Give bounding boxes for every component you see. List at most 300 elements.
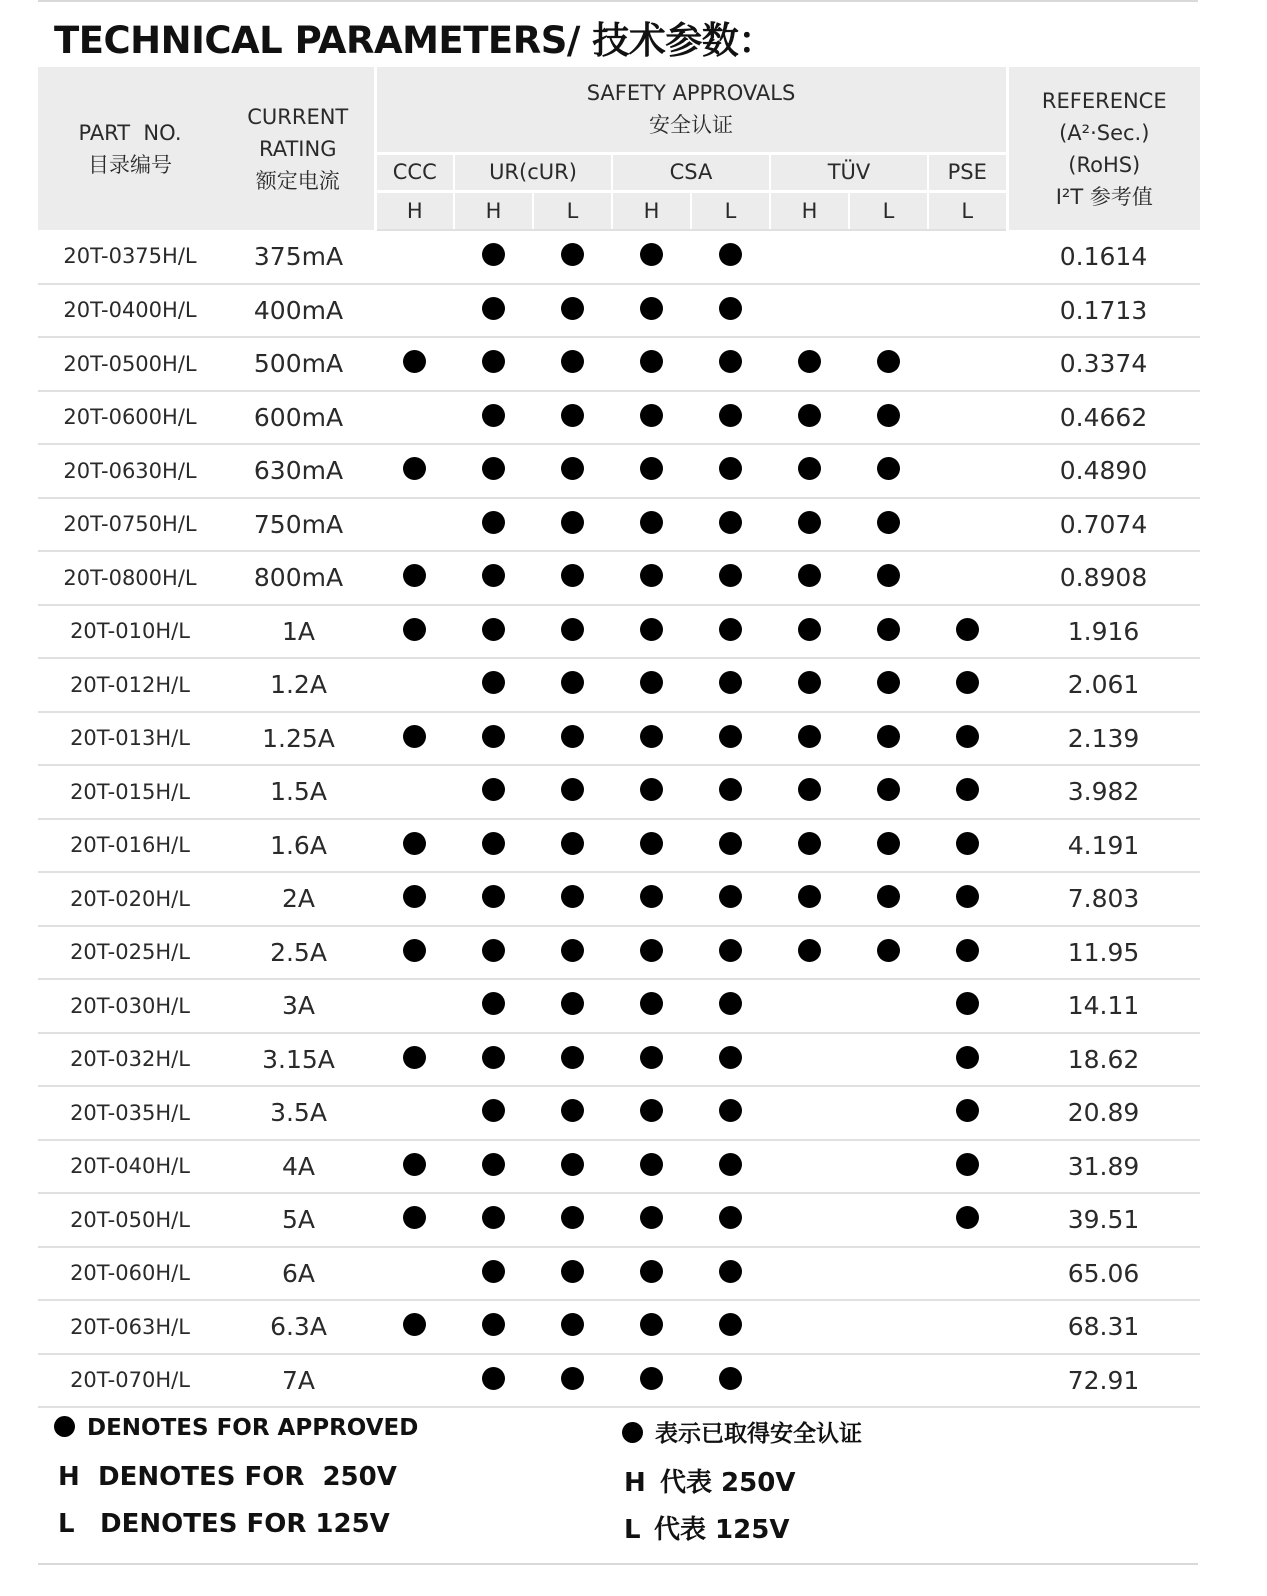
reference-header-line2: (A²·Sec.) <box>1059 120 1150 145</box>
approval-cell <box>691 230 770 284</box>
part-number-cell: 20T-030H/L <box>38 979 222 1033</box>
approval-cell <box>849 1086 928 1140</box>
approval-cell <box>375 765 454 819</box>
approval-cell <box>770 765 849 819</box>
approval-cell <box>928 926 1007 980</box>
approval-cell <box>849 1300 928 1354</box>
part-number-cell: 20T-015H/L <box>38 765 222 819</box>
approval-cell <box>691 284 770 338</box>
filled-circle-icon <box>719 1367 742 1390</box>
approval-cell <box>691 872 770 926</box>
legend-approved-en-text: DENOTES FOR APPROVED <box>87 1415 419 1441</box>
part-number-cell: 20T-0630H/L <box>38 444 222 498</box>
legend-l-en-text: DENOTES FOR 125V <box>100 1509 390 1539</box>
filled-circle-icon <box>640 1099 663 1122</box>
filled-circle-icon <box>640 992 663 1015</box>
approval-cell <box>533 765 612 819</box>
approval-cell <box>849 284 928 338</box>
part-number-cell: 20T-032H/L <box>38 1033 222 1087</box>
filled-circle-icon <box>719 1153 742 1176</box>
filled-circle-icon <box>719 350 742 373</box>
table-row <box>38 872 1200 926</box>
approval-cell <box>533 926 612 980</box>
approval-cell <box>533 872 612 926</box>
safety-header-cn: 安全认证 <box>649 113 733 138</box>
table-row <box>38 712 1200 766</box>
filled-circle-icon <box>622 1422 643 1443</box>
approval-cell <box>533 1193 612 1247</box>
approval-cell <box>770 337 849 391</box>
table-row <box>38 284 1200 338</box>
filled-circle-icon <box>561 564 584 587</box>
filled-circle-icon <box>482 1153 505 1176</box>
sub-header-tuv-l: L <box>849 191 928 230</box>
part-number-cell: 20T-035H/L <box>38 1086 222 1140</box>
filled-circle-icon <box>403 1153 426 1176</box>
filled-circle-icon <box>877 564 900 587</box>
approval-cell <box>533 444 612 498</box>
approval-cell <box>691 1033 770 1087</box>
approval-cell <box>849 1354 928 1408</box>
legend-h-en <box>58 1462 397 1492</box>
legend-h-cn <box>624 1462 795 1499</box>
filled-circle-icon <box>561 725 584 748</box>
approval-cell <box>928 551 1007 605</box>
approval-cell <box>770 712 849 766</box>
approval-cell <box>770 979 849 1033</box>
filled-circle-icon <box>640 832 663 855</box>
current-rating-cell: 2.5A <box>222 926 375 980</box>
approval-cell <box>770 926 849 980</box>
approval-cell <box>691 605 770 659</box>
filled-circle-icon <box>403 885 426 908</box>
part-number-cell: 20T-0500H/L <box>38 337 222 391</box>
sub-header-tuv-h: H <box>770 191 849 230</box>
filled-circle-icon <box>877 618 900 641</box>
filled-circle-icon <box>956 832 979 855</box>
approval-cell <box>928 444 1007 498</box>
top-divider <box>38 0 1198 2</box>
approval-cell <box>612 551 691 605</box>
filled-circle-icon <box>482 939 505 962</box>
filled-circle-icon <box>877 885 900 908</box>
filled-circle-icon <box>640 1260 663 1283</box>
filled-circle-icon <box>798 404 821 427</box>
filled-circle-icon <box>798 618 821 641</box>
current-rating-cell: 1.6A <box>222 819 375 873</box>
approval-cell <box>375 337 454 391</box>
approval-cell <box>691 337 770 391</box>
sub-header-ur-h: H <box>454 191 533 230</box>
i2t-reference-cell: 0.1713 <box>1007 284 1200 338</box>
filled-circle-icon <box>561 404 584 427</box>
filled-circle-icon <box>719 778 742 801</box>
filled-circle-icon <box>956 1046 979 1069</box>
approval-cell <box>928 498 1007 552</box>
filled-circle-icon <box>798 457 821 480</box>
approval-cell <box>533 337 612 391</box>
filled-circle-icon <box>482 297 505 320</box>
i2t-reference-cell: 72.91 <box>1007 1354 1200 1408</box>
approval-cell <box>454 979 533 1033</box>
approval-cell <box>375 284 454 338</box>
i2t-reference-cell: 2.061 <box>1007 658 1200 712</box>
approval-cell <box>849 712 928 766</box>
approval-cell <box>375 926 454 980</box>
approval-cell <box>770 872 849 926</box>
filled-circle-icon <box>561 1313 584 1336</box>
filled-circle-icon <box>877 832 900 855</box>
approval-cell <box>849 872 928 926</box>
filled-circle-icon <box>719 1046 742 1069</box>
filled-circle-icon <box>482 1313 505 1336</box>
approval-cell <box>770 284 849 338</box>
legend-l-en <box>58 1509 390 1539</box>
filled-circle-icon <box>877 671 900 694</box>
technical-parameters-table <box>38 67 1200 1408</box>
approval-cell <box>770 1300 849 1354</box>
i2t-reference-cell: 0.3374 <box>1007 337 1200 391</box>
part-no-header-en: PART NO. <box>78 120 182 145</box>
filled-circle-icon <box>640 457 663 480</box>
filled-circle-icon <box>719 671 742 694</box>
filled-circle-icon <box>956 885 979 908</box>
sub-header-csa-l: L <box>691 191 770 230</box>
approval-cell <box>375 1247 454 1301</box>
legend-approved-cn-text: 表示已取得安全认证 <box>655 1421 862 1447</box>
filled-circle-icon <box>561 992 584 1015</box>
filled-circle-icon <box>482 404 505 427</box>
current-rating-cell: 5A <box>222 1193 375 1247</box>
approval-cell <box>612 926 691 980</box>
approval-cell <box>612 1193 691 1247</box>
approval-cell <box>454 1086 533 1140</box>
approval-cell <box>928 819 1007 873</box>
approval-cell <box>533 605 612 659</box>
i2t-reference-cell: 20.89 <box>1007 1086 1200 1140</box>
filled-circle-icon <box>561 350 584 373</box>
approval-cell <box>849 765 928 819</box>
filled-circle-icon <box>403 1046 426 1069</box>
current-rating-cell: 1.2A <box>222 658 375 712</box>
approval-cell <box>375 872 454 926</box>
filled-circle-icon <box>403 457 426 480</box>
approval-cell <box>770 1086 849 1140</box>
approval-cell <box>454 658 533 712</box>
table-row <box>38 551 1200 605</box>
i2t-reference-cell: 4.191 <box>1007 819 1200 873</box>
current-rating-cell: 7A <box>222 1354 375 1408</box>
approval-cell <box>454 337 533 391</box>
legend-l-cn <box>624 1509 789 1546</box>
part-number-cell: 20T-016H/L <box>38 819 222 873</box>
filled-circle-icon <box>640 1046 663 1069</box>
filled-circle-icon <box>482 725 505 748</box>
approval-cell <box>533 551 612 605</box>
i2t-reference-cell: 1.916 <box>1007 605 1200 659</box>
i2t-reference-cell: 65.06 <box>1007 1247 1200 1301</box>
filled-circle-icon <box>640 725 663 748</box>
part-number-cell: 20T-0400H/L <box>38 284 222 338</box>
approval-cell <box>375 1193 454 1247</box>
filled-circle-icon <box>403 939 426 962</box>
part-number-cell: 20T-012H/L <box>38 658 222 712</box>
approval-cell <box>375 1354 454 1408</box>
approval-cell <box>770 230 849 284</box>
filled-circle-icon <box>719 457 742 480</box>
current-rating-cell: 400mA <box>222 284 375 338</box>
part-number-cell: 20T-060H/L <box>38 1247 222 1301</box>
approval-cell <box>612 1300 691 1354</box>
approval-cell <box>849 1140 928 1194</box>
filled-circle-icon <box>798 671 821 694</box>
approval-cell <box>928 765 1007 819</box>
approval-cell <box>928 1300 1007 1354</box>
legend-l-cn-text: 代表 125V <box>654 1515 790 1545</box>
approval-cell <box>691 1193 770 1247</box>
current-rating-cell: 2A <box>222 872 375 926</box>
approval-cell <box>375 1140 454 1194</box>
filled-circle-icon <box>482 778 505 801</box>
filled-circle-icon <box>482 350 505 373</box>
approval-cell <box>533 979 612 1033</box>
i2t-reference-cell: 0.1614 <box>1007 230 1200 284</box>
page-title: TECHNICAL PARAMETERS/ 技术参数： <box>54 19 775 62</box>
current-rating-cell: 1.5A <box>222 765 375 819</box>
filled-circle-icon <box>719 1313 742 1336</box>
table-row <box>38 819 1200 873</box>
approval-cell <box>375 658 454 712</box>
approval-cell <box>928 605 1007 659</box>
sub-header-ccc-h: H <box>375 191 454 230</box>
current-rating-cell: 6A <box>222 1247 375 1301</box>
filled-circle-icon <box>482 885 505 908</box>
approval-cell <box>612 712 691 766</box>
filled-circle-icon <box>482 618 505 641</box>
approval-cell <box>612 979 691 1033</box>
approval-cell <box>375 1300 454 1354</box>
approval-cell <box>533 284 612 338</box>
approval-cell <box>454 872 533 926</box>
approval-cell <box>454 819 533 873</box>
reference-header-line3: (RoHS) <box>1068 152 1141 177</box>
approval-cell <box>612 1140 691 1194</box>
approval-cell <box>612 1354 691 1408</box>
i2t-reference-cell: 2.139 <box>1007 712 1200 766</box>
approval-cell <box>770 1247 849 1301</box>
filled-circle-icon <box>877 350 900 373</box>
part-number-cell: 20T-040H/L <box>38 1140 222 1194</box>
table-row <box>38 1140 1200 1194</box>
approval-cell <box>533 658 612 712</box>
approval-cell <box>849 658 928 712</box>
filled-circle-icon <box>403 618 426 641</box>
filled-circle-icon <box>561 671 584 694</box>
part-number-cell: 20T-050H/L <box>38 1193 222 1247</box>
filled-circle-icon <box>640 1367 663 1390</box>
approval-cell <box>612 1086 691 1140</box>
filled-circle-icon <box>482 1367 505 1390</box>
current-rating-cell: 6.3A <box>222 1300 375 1354</box>
current-header-en2: RATING <box>259 136 337 161</box>
approval-cell <box>454 1033 533 1087</box>
current-rating-cell: 800mA <box>222 551 375 605</box>
i2t-reference-cell: 11.95 <box>1007 926 1200 980</box>
safety-approvals-header <box>375 67 1007 153</box>
approval-cell <box>375 819 454 873</box>
filled-circle-icon <box>719 1260 742 1283</box>
i2t-reference-cell: 0.4890 <box>1007 444 1200 498</box>
approval-cell <box>454 284 533 338</box>
filled-circle-icon <box>403 1206 426 1229</box>
filled-circle-icon <box>640 1313 663 1336</box>
current-rating-cell: 500mA <box>222 337 375 391</box>
part-number-cell: 20T-070H/L <box>38 1354 222 1408</box>
approval-cell <box>928 1140 1007 1194</box>
approval-cell <box>691 1140 770 1194</box>
approval-cell <box>928 658 1007 712</box>
filled-circle-icon <box>403 725 426 748</box>
filled-circle-icon <box>877 778 900 801</box>
agency-tuv: TÜV <box>770 153 928 191</box>
part-number-cell: 20T-0750H/L <box>38 498 222 552</box>
filled-circle-icon <box>877 404 900 427</box>
part-number-cell: 20T-0375H/L <box>38 230 222 284</box>
approval-cell <box>454 444 533 498</box>
safety-header-en: SAFETY APPROVALS <box>586 81 796 106</box>
approval-cell <box>849 337 928 391</box>
table-row <box>38 498 1200 552</box>
part-number-cell: 20T-020H/L <box>38 872 222 926</box>
table-row <box>38 1300 1200 1354</box>
approval-cell <box>612 765 691 819</box>
approval-cell <box>691 712 770 766</box>
table-row <box>38 1354 1200 1408</box>
approval-cell <box>691 658 770 712</box>
approval-cell <box>691 1354 770 1408</box>
approval-cell <box>849 1193 928 1247</box>
current-rating-cell: 375mA <box>222 230 375 284</box>
approval-cell <box>770 551 849 605</box>
current-rating-cell: 4A <box>222 1140 375 1194</box>
table-row <box>38 230 1200 284</box>
part-number-cell: 20T-063H/L <box>38 1300 222 1354</box>
approval-cell <box>691 1247 770 1301</box>
approval-cell <box>691 444 770 498</box>
approval-cell <box>454 391 533 445</box>
approval-cell <box>612 498 691 552</box>
filled-circle-icon <box>877 511 900 534</box>
approval-cell <box>928 1247 1007 1301</box>
parameters-table-body <box>38 230 1200 1407</box>
approval-cell <box>691 819 770 873</box>
approval-cell <box>612 230 691 284</box>
approval-cell <box>533 230 612 284</box>
current-rating-cell: 600mA <box>222 391 375 445</box>
filled-circle-icon <box>798 885 821 908</box>
current-rating-cell: 1.25A <box>222 712 375 766</box>
part-number-cell: 20T-025H/L <box>38 926 222 980</box>
approval-cell <box>691 1086 770 1140</box>
approval-cell <box>691 765 770 819</box>
filled-circle-icon <box>719 832 742 855</box>
approval-cell <box>691 979 770 1033</box>
approval-cell <box>691 926 770 980</box>
table-row <box>38 605 1200 659</box>
approval-cell <box>849 605 928 659</box>
filled-circle-icon <box>640 350 663 373</box>
filled-circle-icon <box>561 511 584 534</box>
approval-cell <box>928 712 1007 766</box>
current-rating-cell: 3.15A <box>222 1033 375 1087</box>
filled-circle-icon <box>798 350 821 373</box>
filled-circle-icon <box>877 457 900 480</box>
filled-circle-icon <box>561 778 584 801</box>
filled-circle-icon <box>561 1260 584 1283</box>
table-row <box>38 391 1200 445</box>
filled-circle-icon <box>798 511 821 534</box>
filled-circle-icon <box>719 564 742 587</box>
approval-cell <box>375 498 454 552</box>
approval-cell <box>533 1247 612 1301</box>
filled-circle-icon <box>482 1260 505 1283</box>
approval-cell <box>612 658 691 712</box>
filled-circle-icon <box>561 939 584 962</box>
sub-header-ur-l: L <box>533 191 612 230</box>
approval-cell <box>454 1140 533 1194</box>
filled-circle-icon <box>640 939 663 962</box>
approval-cell <box>612 1247 691 1301</box>
current-rating-header <box>222 67 375 230</box>
approval-cell <box>849 230 928 284</box>
approval-cell <box>770 444 849 498</box>
i2t-reference-cell: 0.4662 <box>1007 391 1200 445</box>
table-row <box>38 926 1200 980</box>
filled-circle-icon <box>877 725 900 748</box>
approval-cell <box>454 498 533 552</box>
filled-circle-icon <box>640 618 663 641</box>
filled-circle-icon <box>561 1206 584 1229</box>
i2t-reference-cell: 14.11 <box>1007 979 1200 1033</box>
current-header-en1: CURRENT <box>247 104 349 129</box>
filled-circle-icon <box>54 1416 75 1437</box>
filled-circle-icon <box>798 939 821 962</box>
approval-cell <box>849 444 928 498</box>
approval-cell <box>849 979 928 1033</box>
sub-header-pse-l: L <box>928 191 1007 230</box>
approval-cell <box>375 230 454 284</box>
approval-cell <box>928 1354 1007 1408</box>
approval-cell <box>375 979 454 1033</box>
legend-approved-cn <box>622 1415 862 1448</box>
approval-cell <box>928 391 1007 445</box>
legend-h-key-cn: H <box>624 1468 646 1498</box>
approval-cell <box>612 605 691 659</box>
approval-cell <box>454 926 533 980</box>
current-rating-cell: 750mA <box>222 498 375 552</box>
approval-cell <box>454 712 533 766</box>
approval-cell <box>454 1247 533 1301</box>
filled-circle-icon <box>482 992 505 1015</box>
approval-cell <box>612 444 691 498</box>
approval-cell <box>612 284 691 338</box>
filled-circle-icon <box>640 671 663 694</box>
filled-circle-icon <box>482 457 505 480</box>
filled-circle-icon <box>798 832 821 855</box>
part-number-cell: 20T-013H/L <box>38 712 222 766</box>
table-row <box>38 337 1200 391</box>
filled-circle-icon <box>719 618 742 641</box>
